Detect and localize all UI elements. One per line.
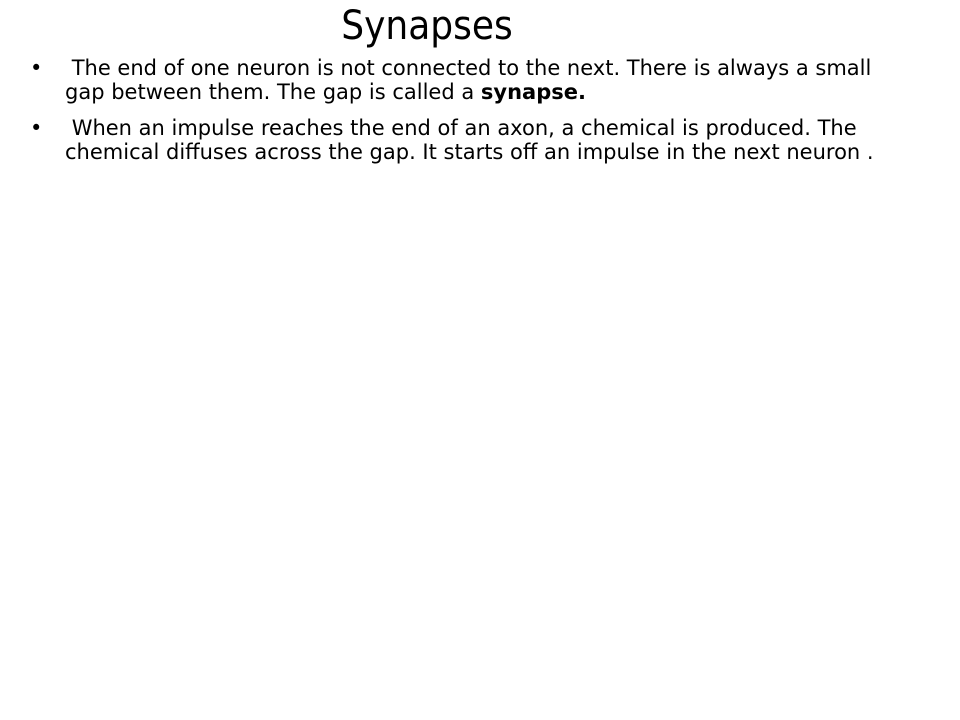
bullet-body: The end of one neuron is not connected to the next. There is always a small gap between them. The gap is called a [65,56,879,104]
bullet-item-synapse-gap [30,56,890,104]
bullet-text [65,116,890,164]
bullet-bold-term: synapse. [480,80,586,104]
bullet-text [65,56,890,104]
bullet-icon: • [30,56,43,80]
bullet-item-impulse-chemical [30,116,890,164]
bullet-icon: • [30,116,43,140]
bullet-list [30,56,890,176]
bullet-body: When an impulse reaches the end of an axon, a chemical is produced. The chemical diffuses across the gap. It starts off an impulse in the next neuron . [65,116,874,164]
slide-title: Synapses [341,3,513,49]
